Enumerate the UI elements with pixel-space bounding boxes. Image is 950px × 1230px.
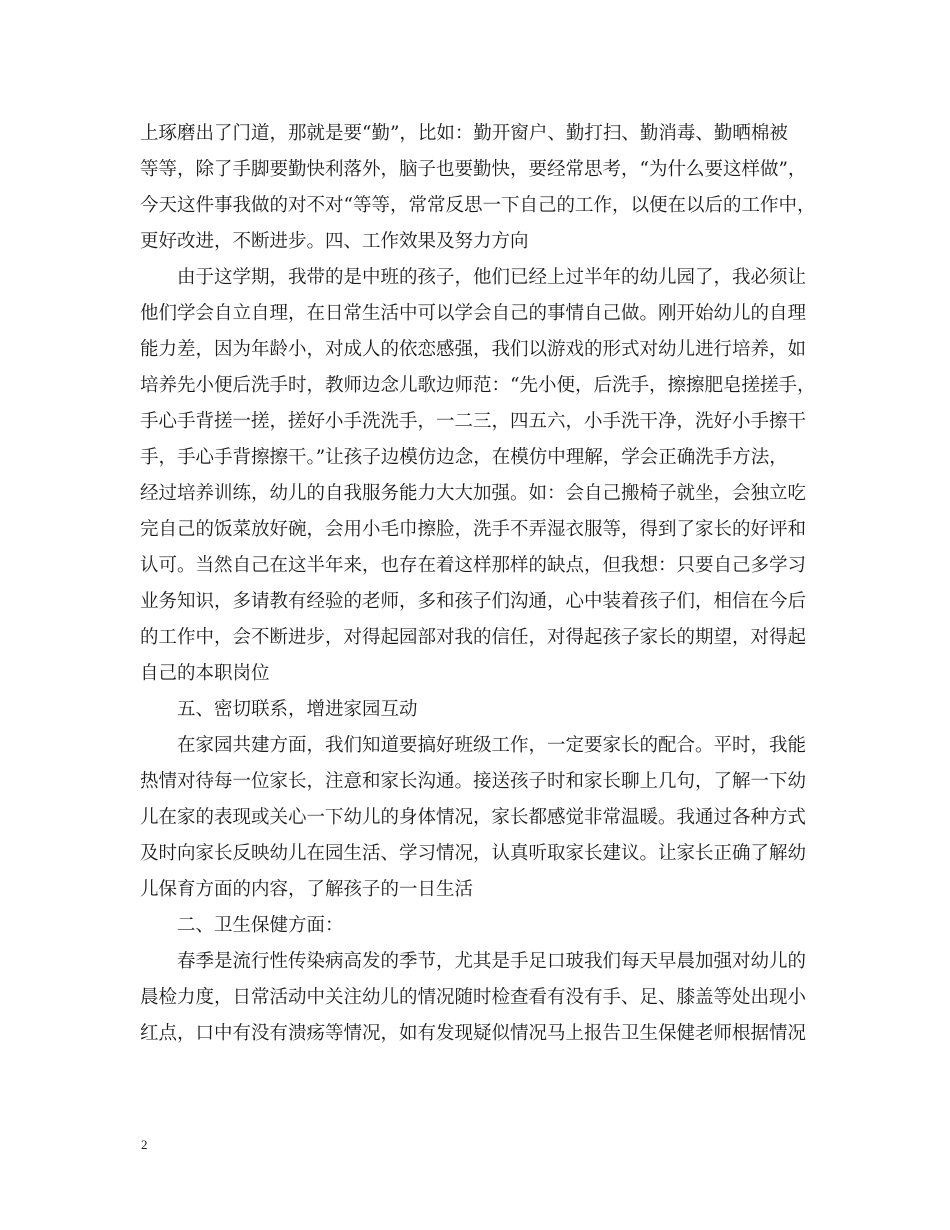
text-line: 业务知识，多请教有经验的老师，多和孩子们沟通，心中装着孩子们，相信在今后 (140, 591, 807, 612)
text-line: 晨检力度，日常活动中关注幼儿的情况随时检查看有没有手、足、膝盖等处出现小 (140, 987, 807, 1008)
text-line: 儿保育方面的内容，了解孩子的一日生活 (140, 879, 474, 900)
text-line: 培养先小便后洗手时，教师边念儿歌边师范：“先小便，后洗手，擦擦肥皂搓搓手， (140, 375, 816, 396)
page-number: 2 (141, 1137, 148, 1152)
text-line: 手心手背搓一搓，搓好小手洗洗手，一二三，四五六，小手洗干净，洗好小手擦干 (140, 411, 807, 432)
paragraph-start-line: 由于这学期，我带的是中班的孩子，他们已经上过半年的幼儿园了，我必须让 (177, 267, 807, 288)
section-heading: 二、卫生保健方面： (177, 915, 344, 936)
text-line: 儿在家的表现或关心一下幼儿的身体情况，家长都感觉非常温暖。我通过各种方式 (140, 807, 807, 828)
text-line: 完自己的饭菜放好碗，会用小毛巾擦脸，洗手不弄湿衣服等，得到了家长的好评和 (140, 519, 807, 540)
text-line: 更好改进，不断进步。四、工作效果及努力方向 (140, 231, 529, 252)
paragraph-start-line: 在家园共建方面，我们知道要搞好班级工作，一定要家长的配合。平时，我能 (177, 735, 807, 756)
text-line: 及时向家长反映幼儿在园生活、学习情况，认真听取家长建议。让家长正确了解幼 (140, 843, 807, 864)
text-line: 自己的本职岗位 (140, 663, 270, 684)
text-line: 他们学会自立自理，在日常生活中可以学会自己的事情自己做。刚开始幼儿的自理 (140, 303, 807, 324)
text-line: 认可。当然自己在这半年来，也存在着这样那样的缺点，但我想：只要自己多学习 (140, 555, 807, 576)
text-line: 上琢磨出了门道，那就是要“勤”，比如：勤开窗户、勤打扫、勤消毒、勤晒棉被 (140, 123, 788, 144)
text-line: 热情对待每一位家长，注意和家长沟通。接送孩子时和家长聊上几句，了解一下幼 (140, 771, 807, 792)
paragraph-start-line: 春季是流行性传染病高发的季节，尤其是手足口玻我们每天早晨加强对幼儿的 (177, 951, 807, 972)
text-line: 经过培养训练，幼儿的自我服务能力大大加强。如：会自己搬椅子就坐，会独立吃 (140, 483, 807, 504)
text-line: 手，手心手背擦擦干。”让孩子边模仿边念，在模仿中理解，学会正确洗手方法， (140, 447, 788, 468)
text-line: 今天这件事我做的对不对“等等，常常反思一下自己的工作，以便在以后的工作中， (140, 195, 816, 216)
text-line: 等等，除了手脚要勤快利落外，脑子也要勤快，要经常思考，“为什么要这样做”， (140, 159, 807, 180)
body-text (140, 116, 820, 1052)
text-line: 能力差，因为年龄小，对成人的依恋感强，我们以游戏的形式对幼儿进行培养，如 (140, 339, 807, 360)
text-line: 红点，口中有没有溃疡等情况，如有发现疑似情况马上报告卫生保健老师根据情况 (140, 1023, 807, 1044)
text-line: 的工作中，会不断进步，对得起园部对我的信任，对得起孩子家长的期望，对得起 (140, 627, 807, 648)
section-heading: 五、密切联系，增进家园互动 (177, 699, 418, 720)
